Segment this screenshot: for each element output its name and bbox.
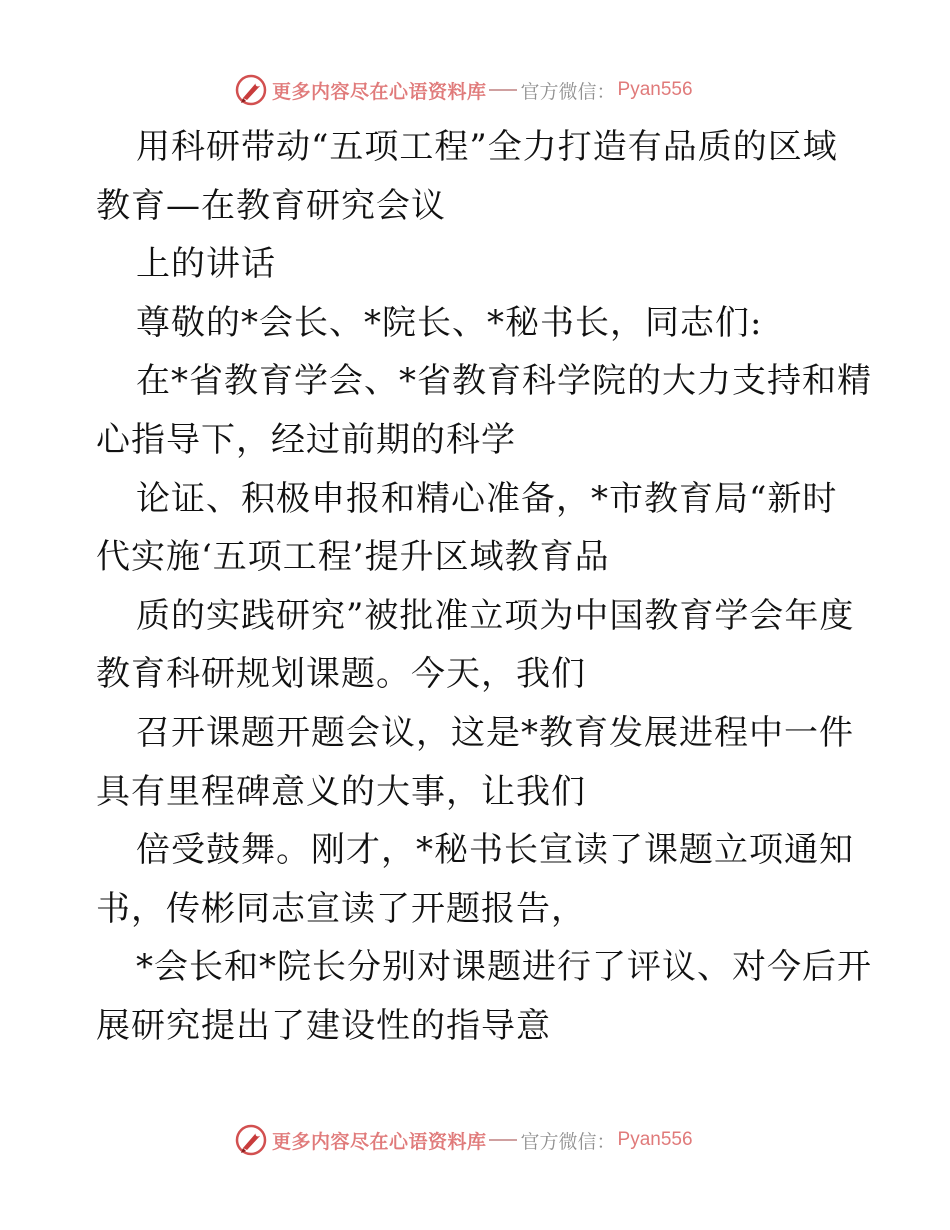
watermark-main-text: 更多内容尽在心语资料库 — [272, 1130, 487, 1153]
watermark-main-text: 更多内容尽在心语资料库 — [272, 80, 487, 103]
text-line: 在*省教育学会、*省教育科学院的大力支持和精 — [136, 361, 872, 402]
text-line: 上的讲话 — [136, 244, 276, 285]
watermark-header — [234, 72, 693, 108]
text-line: 心指导下，经过前期的科学 — [96, 419, 516, 460]
watermark-dash — [489, 89, 517, 91]
text-line: 召开课题开题会议，这是*教育发展进程中一件 — [136, 712, 854, 753]
text-line: 具有里程碑意义的大事，让我们 — [96, 771, 586, 812]
text-line: 尊敬的*会长、*院长、*秘书长，同志们: — [136, 302, 763, 343]
watermark-dash — [489, 1139, 517, 1141]
text-line: 展研究提出了建设性的指导意 — [96, 1005, 551, 1046]
watermark-sub-text: 官方微信： — [520, 1130, 616, 1153]
pen-logo-icon — [234, 73, 268, 107]
text-line: 教育科研规划课题。今天，我们 — [96, 654, 586, 695]
document-body — [96, 118, 872, 1056]
watermark-id: Pyan556 — [617, 1129, 693, 1150]
watermark-footer — [234, 1122, 693, 1158]
text-line: 论证、积极申报和精心准备，*市教育局“新时 — [136, 478, 838, 519]
watermark-sub-text: 官方微信： — [520, 80, 616, 103]
pen-logo-icon — [234, 1123, 268, 1157]
watermark-id: Pyan556 — [617, 79, 693, 100]
text-line: 用科研带动“五项工程”全力打造有品质的区域 — [136, 127, 838, 167]
text-line: 书，传彬同志宣读了开题报告， — [96, 888, 586, 929]
text-line: *会长和*院长分别对课题进行了评议、对今后开 — [136, 947, 872, 988]
text-line: 教育—在教育研究会议 — [96, 185, 446, 226]
text-line: 代实施‘五项工程’提升区域教育品 — [96, 537, 610, 578]
text-line: 倍受鼓舞。刚才，*秘书长宣读了课题立项通知 — [136, 830, 854, 871]
text-line: 质的实践研究”被批准立项为中国教育学会年度 — [136, 595, 855, 636]
